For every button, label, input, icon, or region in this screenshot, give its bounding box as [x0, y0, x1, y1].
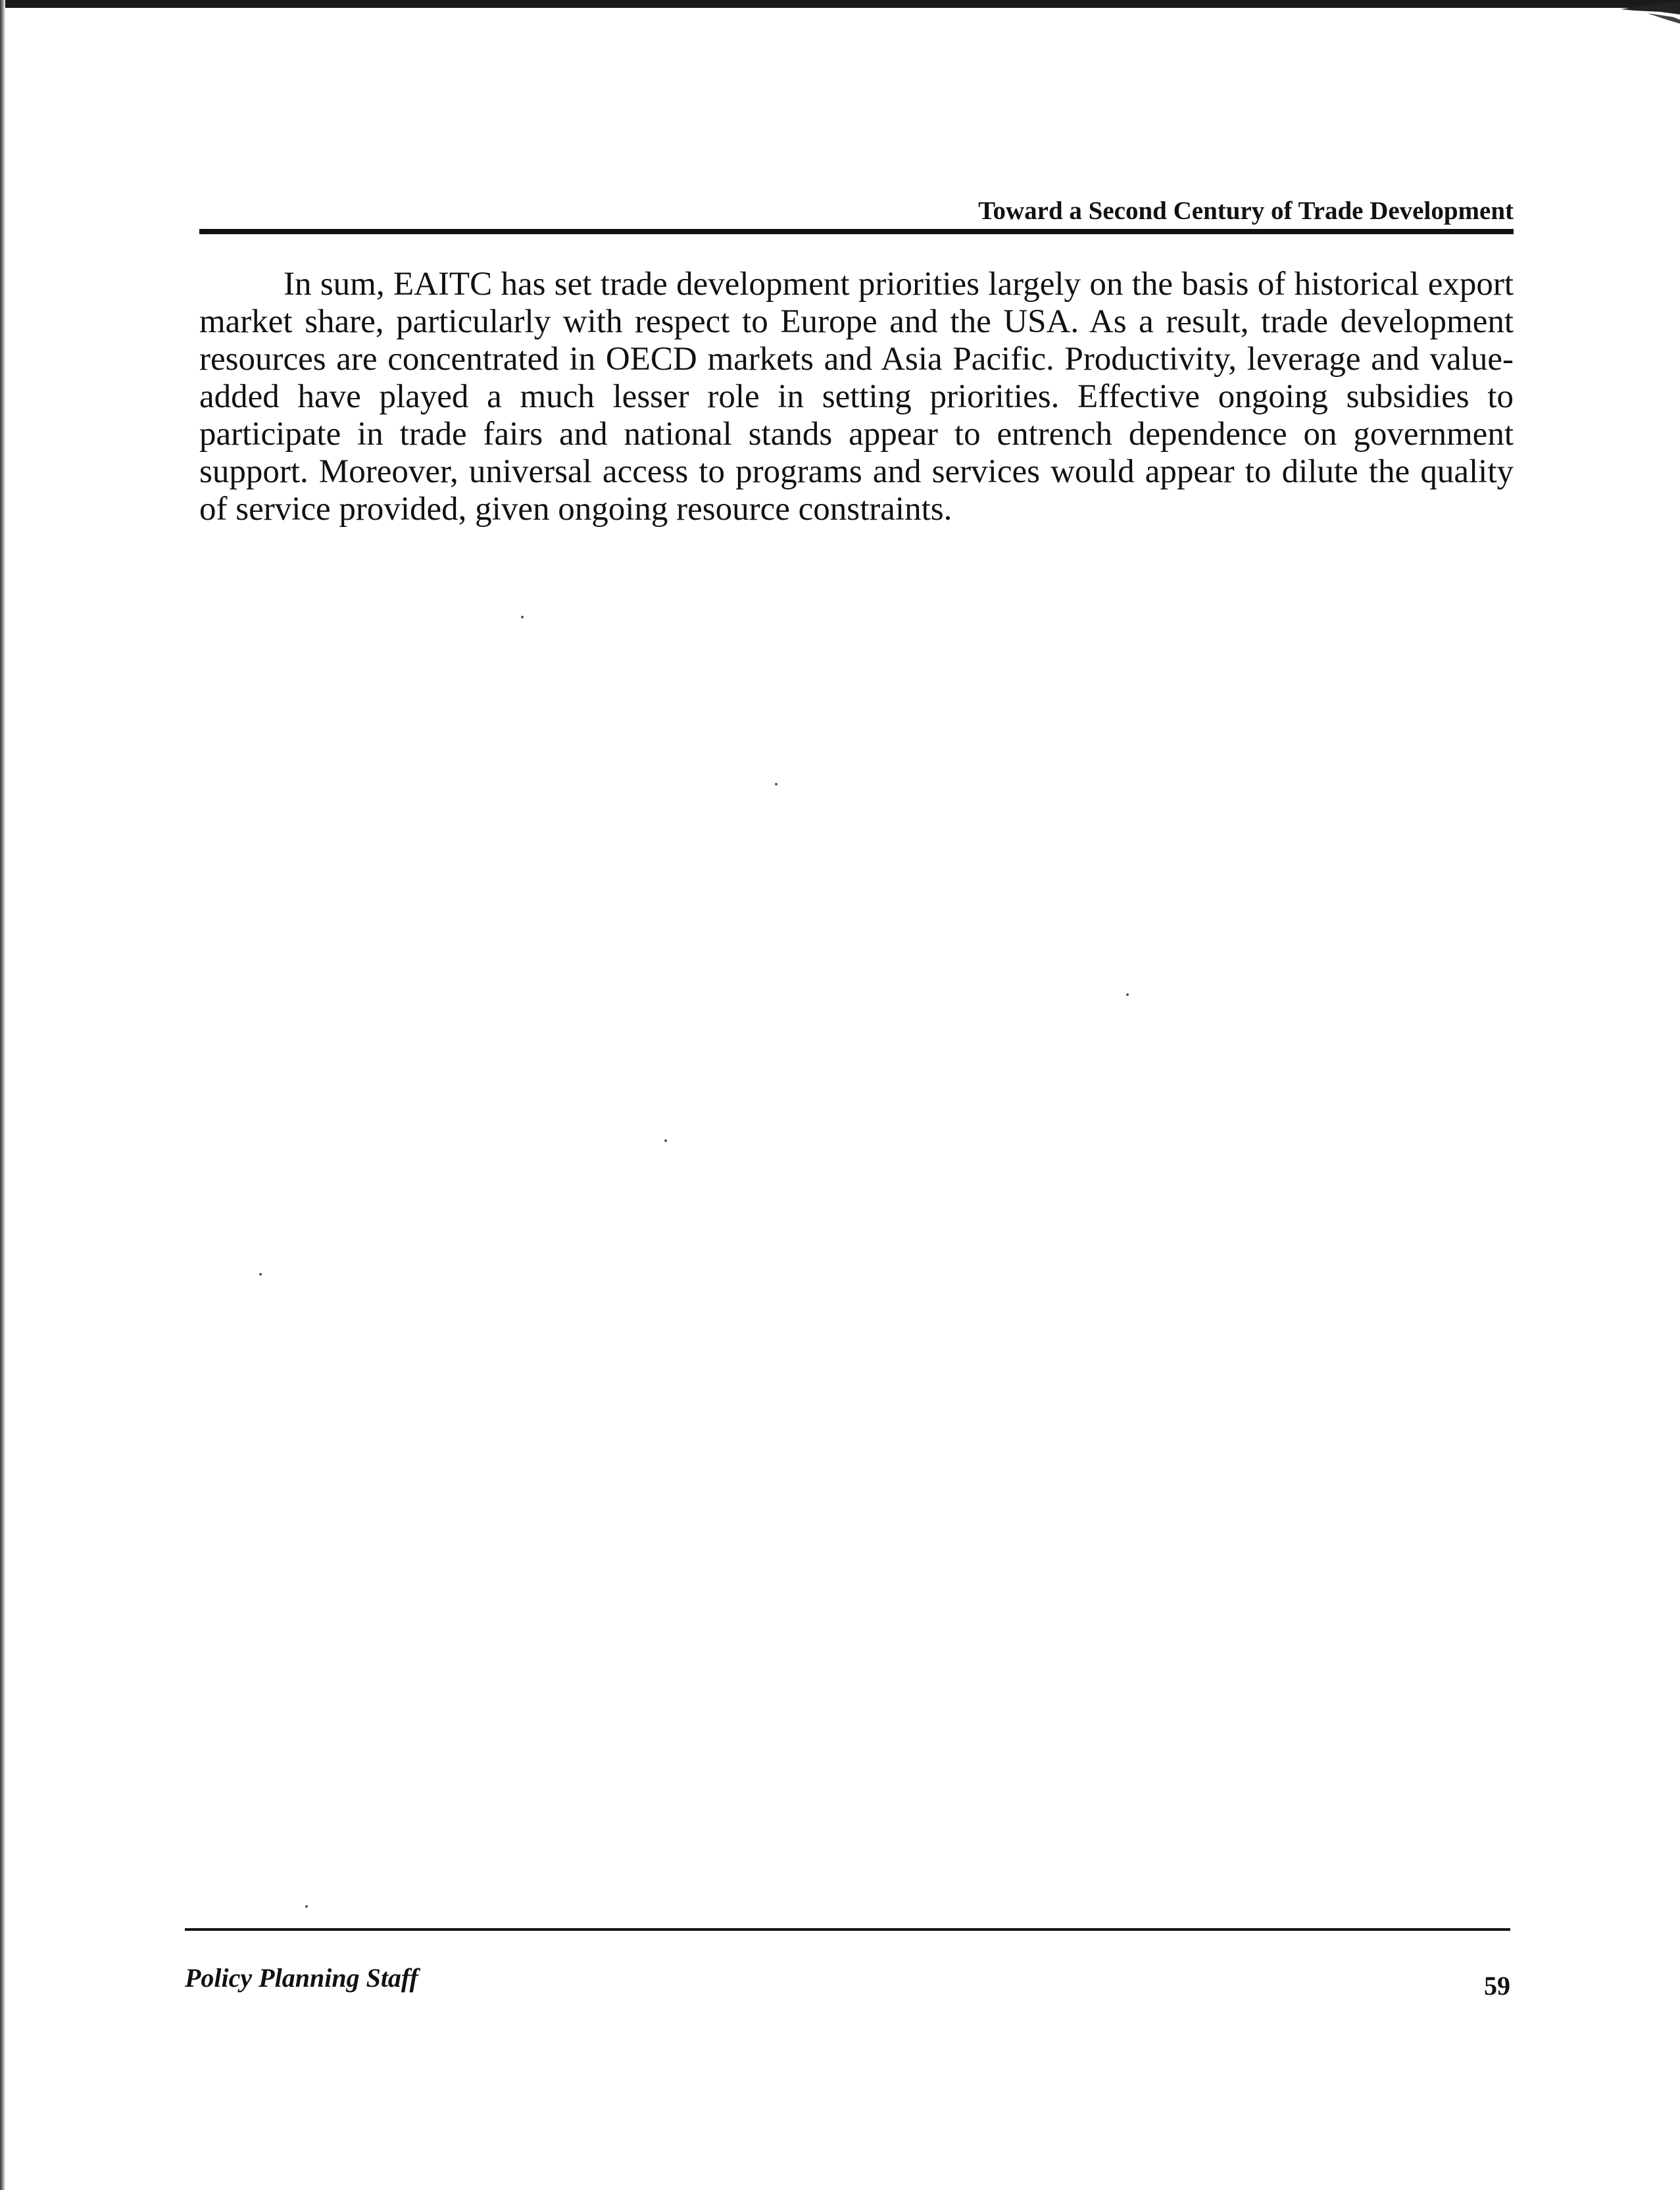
body-paragraph: In sum, EAITC has set trade development priorities largely on the basis of historical export market share, particularly with respect to Europe and the USA. As a result, trade development resources are concentrated in OECD markets and Asia Pacific. Productivity, leverage and value-added have played a much lesser role in setting priorities. Effective ongoing subsidies to participate in trade fairs and national stands appear to entrench dependence on government support. Moreover, universal access to programs and services would appear to dilute the quality of service provided, given ongoing resource constraints.: [199, 266, 1514, 528]
running-header-title: Toward a Second Century of Trade Development: [978, 197, 1514, 225]
scan-border-top: [0, 0, 1680, 8]
scan-speck: [1126, 993, 1129, 996]
scan-speck: [664, 1139, 667, 1142]
scan-speck: [521, 616, 524, 618]
scan-corner-mark: [1608, 0, 1680, 26]
scan-speck: [259, 1273, 262, 1276]
scan-speck: [775, 783, 778, 785]
scan-border-left: [0, 0, 5, 2190]
scan-speck: [305, 1905, 308, 1908]
footer-rule: [185, 1928, 1510, 1931]
footer-organization: Policy Planning Staff: [185, 1963, 418, 1993]
header-rule: [199, 229, 1514, 234]
page-number: 59: [1484, 1971, 1510, 2001]
